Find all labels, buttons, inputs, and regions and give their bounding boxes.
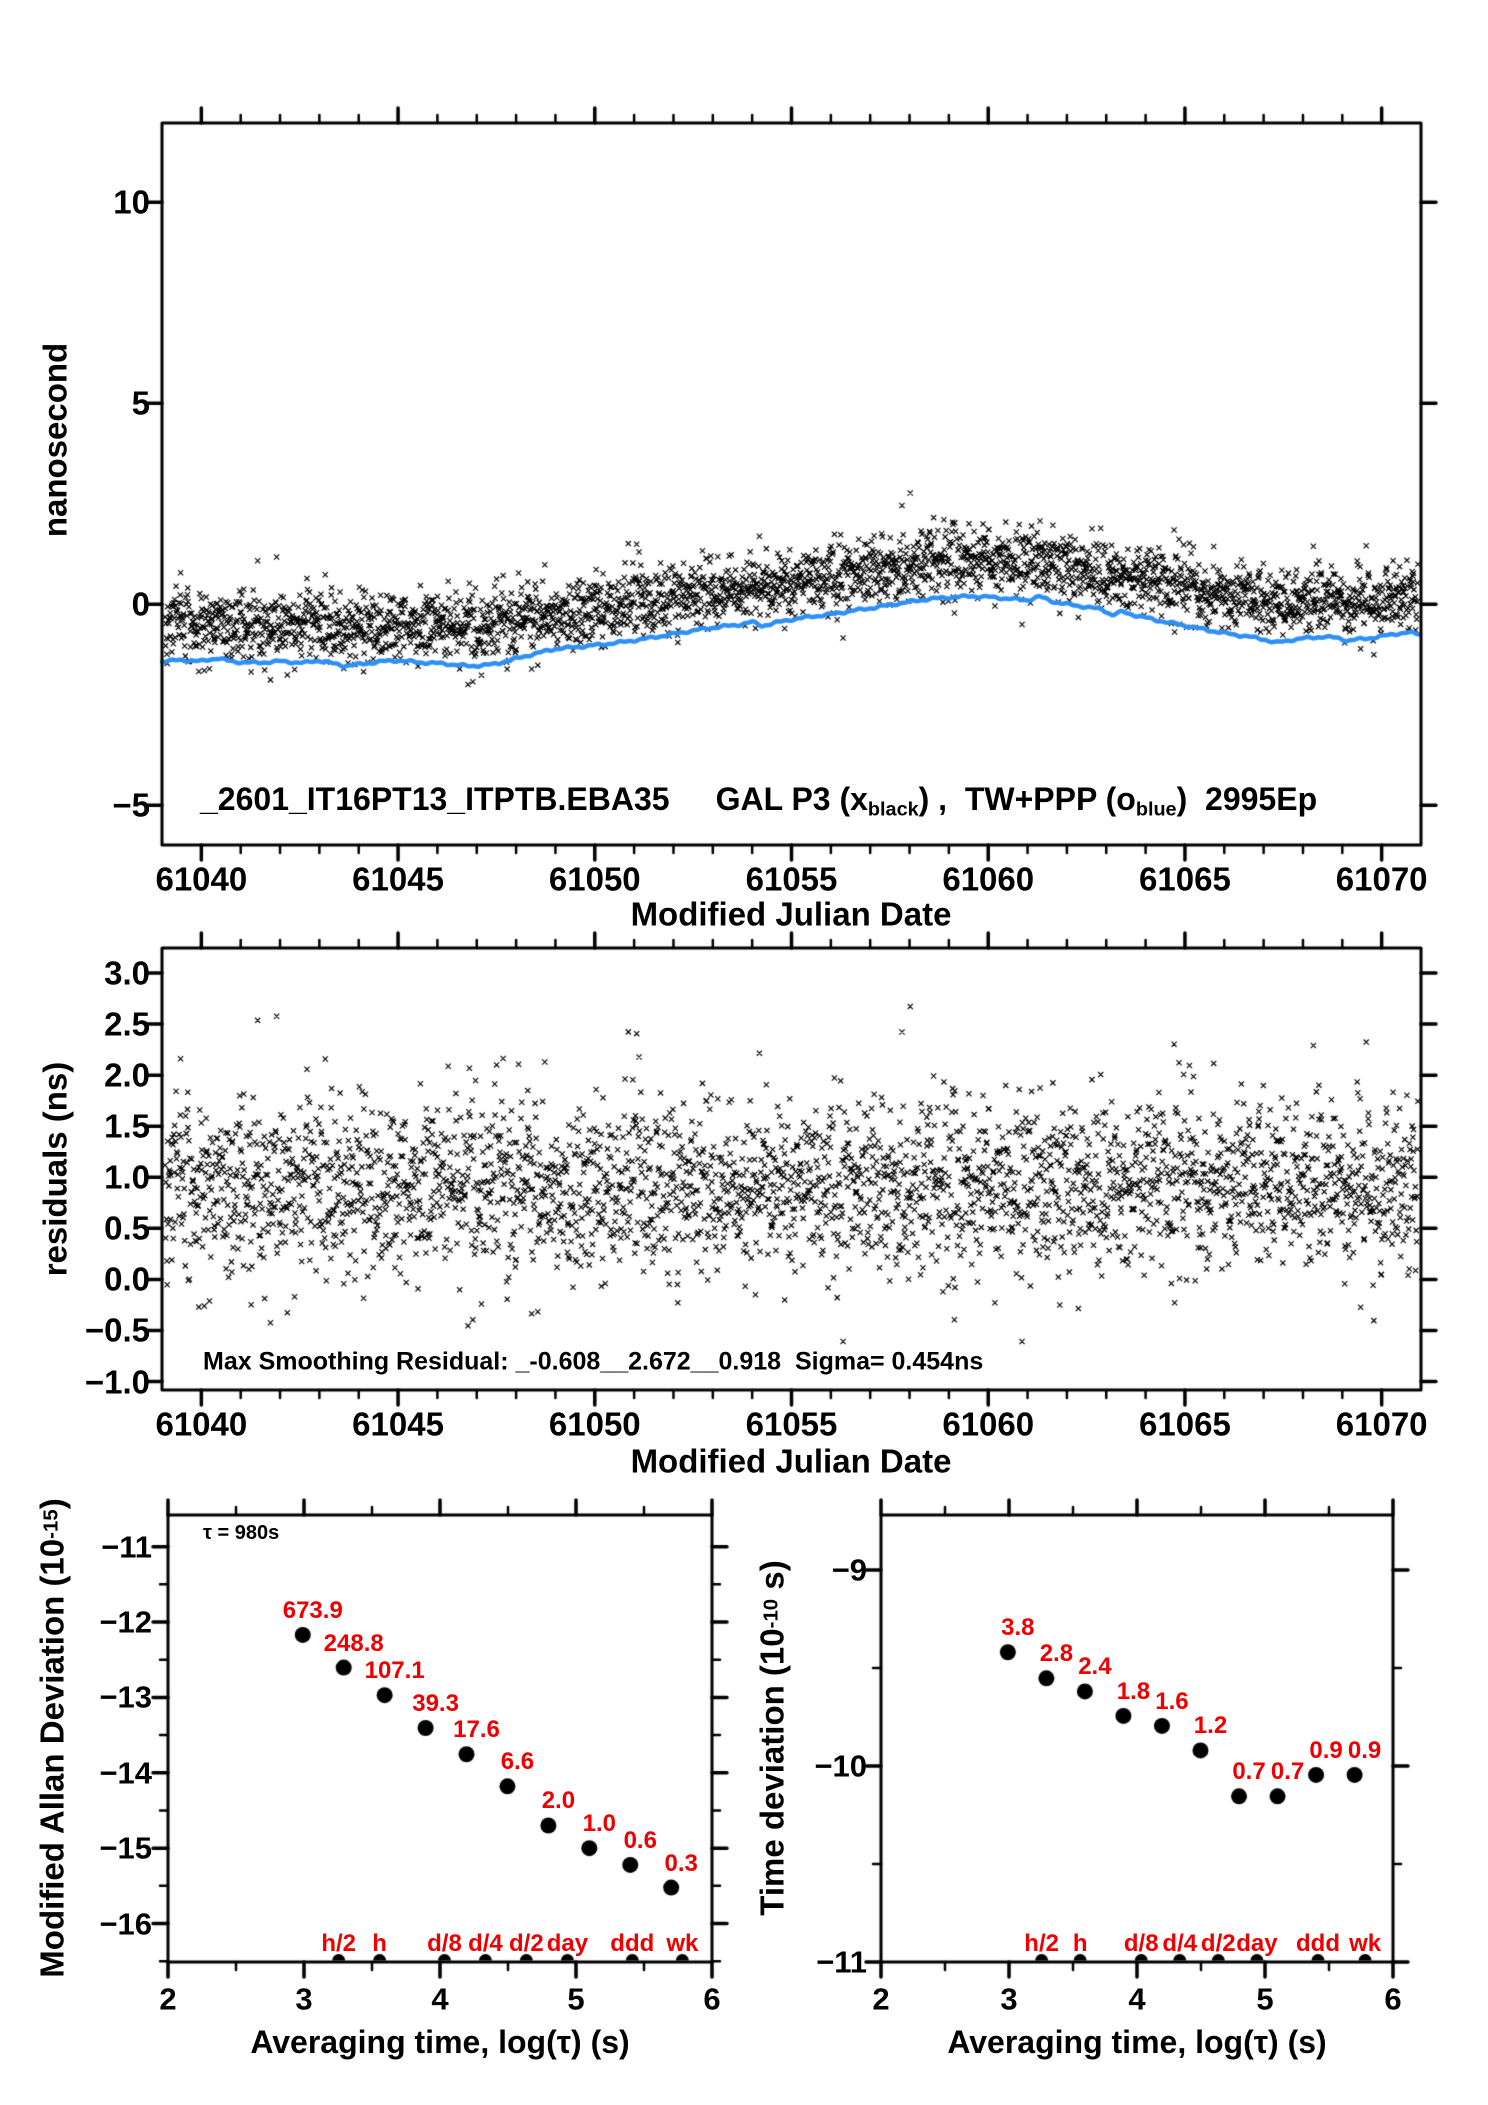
x-tick-label: 61060 — [942, 860, 1035, 898]
x-tick-label: 5 — [1256, 1981, 1274, 2017]
x-tick-label: 3 — [295, 1981, 313, 2017]
x-tick-label: 5 — [567, 1981, 585, 2017]
x-tick-label: 61065 — [1139, 1405, 1231, 1443]
x-tick-label: 61070 — [1335, 1405, 1428, 1443]
point-value-label: 248.8 — [323, 1629, 384, 1657]
y-tick-label: 0.0 — [104, 1260, 150, 1298]
x-tick-label: 6 — [703, 1981, 721, 2017]
y-tick-label: −1.0 — [84, 1363, 150, 1401]
time-mark-label: d/8 — [1123, 1930, 1159, 1957]
x-tick-label: 61045 — [352, 1405, 444, 1443]
label-text: Time deviation (10 — [753, 1628, 791, 1916]
label-text: s) — [753, 1560, 791, 1599]
label-text: ) 2995Ep — [1176, 781, 1318, 817]
label-text: _2601_IT16PT13_ITPTB.EBA35 — [200, 781, 670, 817]
x-tick-label: 61060 — [942, 1405, 1035, 1443]
label-text: GAL P3 (x — [715, 781, 868, 817]
y-tick-label: 1.5 — [104, 1107, 150, 1145]
time-mark-label: d/4 — [1162, 1930, 1198, 1957]
x-tick-label: 61050 — [548, 860, 641, 898]
time-mark-label: d/2 — [509, 1930, 544, 1957]
y-tick-label: −13 — [99, 1679, 152, 1715]
time-mark-label: h — [1072, 1930, 1088, 1957]
time-mark-label: d/2 — [1200, 1930, 1236, 1957]
y-tick-label: −10 — [814, 1748, 867, 1784]
point-value-label: 0.7 — [1270, 1758, 1305, 1786]
residuals-panel-ylabel: residuals (ns) — [36, 1061, 74, 1277]
point-value-label: 2.0 — [541, 1787, 576, 1815]
x-tick-label: 6 — [1384, 1981, 1402, 2017]
point-value-label: 6.6 — [500, 1748, 535, 1776]
x-tick-label: 61040 — [155, 1405, 248, 1443]
subscript-text: blue — [1135, 798, 1177, 821]
y-tick-label: −5 — [112, 786, 150, 824]
y-tick-label: 0.5 — [104, 1209, 150, 1247]
x-tick-label: 61055 — [745, 860, 838, 898]
point-value-label: 0.3 — [664, 1849, 698, 1877]
mdev-tau-note: τ = 980s — [203, 1522, 280, 1544]
top-panel-xlabel: Modified Julian Date — [630, 895, 952, 933]
point-value-label: 2.8 — [1039, 1640, 1074, 1668]
point-value-label: 1.2 — [1193, 1712, 1228, 1740]
time-mark-label: wk — [666, 1930, 699, 1957]
y-tick-label: −15 — [99, 1830, 152, 1866]
y-tick-label: −11 — [101, 1529, 152, 1565]
y-tick-label: −0.5 — [84, 1311, 150, 1349]
superscript-text: -10 — [759, 1598, 783, 1629]
x-tick-label: 61055 — [745, 1405, 838, 1443]
y-tick-label: −11 — [816, 1944, 867, 1980]
label-text: ) — [33, 1498, 71, 1510]
point-value-label: 673.9 — [282, 1596, 343, 1624]
time-mark-label: d/4 — [468, 1930, 503, 1957]
point-value-label: 0.6 — [623, 1826, 657, 1854]
x-tick-label: 3 — [1000, 1981, 1018, 2017]
point-value-label: 2.4 — [1078, 1653, 1112, 1681]
x-tick-label: 2 — [159, 1981, 177, 2017]
y-tick-label: 3.0 — [104, 954, 150, 992]
point-value-label: 39.3 — [412, 1690, 459, 1718]
point-value-label: 1.6 — [1155, 1687, 1189, 1715]
time-mark-label: h/2 — [1024, 1930, 1059, 1957]
time-mark-label: ddd — [1295, 1930, 1340, 1957]
subscript-text: black — [867, 798, 919, 821]
y-tick-label: 2.0 — [104, 1056, 150, 1094]
point-value-label: 0.7 — [1232, 1758, 1266, 1786]
mdev-panel-xlabel: Averaging time, log(τ) (s) — [250, 2024, 630, 2060]
label-text: Modified Allan Deviation (10 — [33, 1538, 71, 1978]
x-tick-label: 4 — [1128, 1981, 1146, 2017]
time-mark-label: wk — [1349, 1930, 1382, 1957]
time-mark-label: d/8 — [427, 1930, 462, 1957]
x-tick-label: 2 — [872, 1981, 890, 2017]
x-tick-label: 4 — [431, 1981, 449, 2017]
point-value-label: 107.1 — [364, 1657, 425, 1685]
tdev-panel-xlabel: Averaging time, log(τ) (s) — [947, 2024, 1327, 2060]
time-mark-label: h/2 — [321, 1930, 357, 1957]
residuals-annotation: Max Smoothing Residual: _-0.608__2.672__0.918 Sigma= 0.454ns — [203, 1347, 984, 1376]
top-panel-ylabel: nanosecond — [36, 342, 74, 538]
x-tick-label: 61065 — [1139, 860, 1231, 898]
y-tick-label: −9 — [831, 1552, 867, 1588]
y-tick-label: 10 — [113, 183, 150, 221]
residuals-panel-xlabel: Modified Julian Date — [630, 1442, 952, 1480]
y-tick-label: −14 — [99, 1755, 152, 1791]
y-tick-label: 5 — [131, 384, 150, 422]
point-value-label: 3.8 — [1001, 1614, 1035, 1642]
time-mark-label: ddd — [610, 1930, 655, 1957]
y-tick-label: 0 — [131, 585, 150, 623]
x-tick-label: 61050 — [548, 1405, 641, 1443]
point-value-label: 1.8 — [1116, 1677, 1151, 1705]
superscript-text: -15 — [39, 1509, 63, 1539]
point-value-label: 0.9 — [1309, 1736, 1343, 1764]
point-value-label: 1.0 — [582, 1810, 616, 1838]
time-mark-label: day — [1236, 1930, 1278, 1957]
y-tick-label: −12 — [99, 1604, 152, 1640]
y-tick-label: 1.0 — [104, 1158, 150, 1196]
y-tick-label: −16 — [99, 1906, 152, 1942]
label-text: ) , TW+PPP (o — [918, 781, 1136, 817]
x-tick-label: 61045 — [352, 860, 444, 898]
x-tick-label: 61040 — [155, 860, 248, 898]
time-mark-label: day — [546, 1930, 589, 1957]
y-tick-label: 2.5 — [104, 1005, 150, 1043]
x-tick-label: 61070 — [1335, 860, 1428, 898]
time-mark-label: h — [372, 1930, 387, 1957]
point-value-label: 0.9 — [1347, 1736, 1382, 1764]
point-value-label: 17.6 — [453, 1716, 500, 1744]
